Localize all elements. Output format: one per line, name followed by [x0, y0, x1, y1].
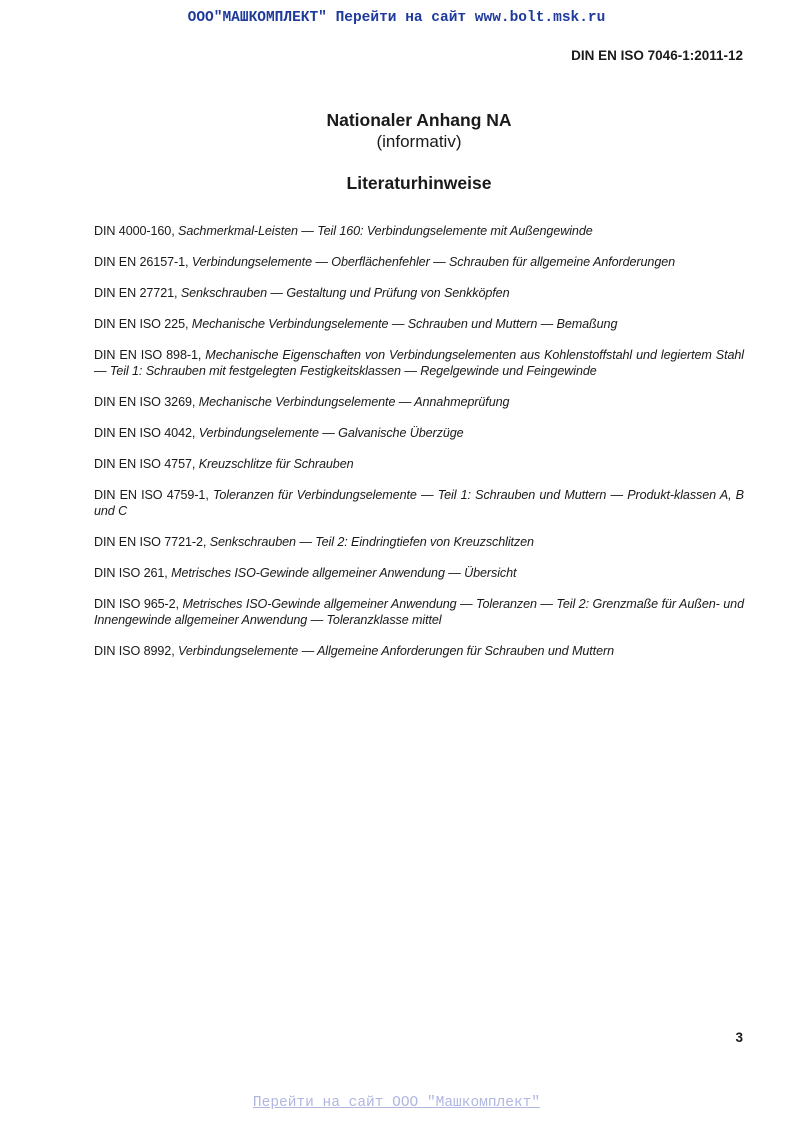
reference-item: [94, 286, 744, 302]
reference-title: Metrisches ISO-Gewinde allgemeiner Anwendung — Übersicht: [171, 565, 517, 580]
reference-title: Senkschrauben — Teil 2: Eindringtiefen von Kreuzschlitzen: [209, 534, 534, 549]
reference-item: [94, 597, 744, 628]
reference-item: [94, 224, 744, 240]
annex-title: Nationaler Anhang NA: [326, 110, 512, 130]
reference-title: Sachmerkmal-Leisten — Teil 160: Verbindungselemente mit Außengewinde: [178, 224, 593, 238]
reference-code: DIN EN ISO 225,: [94, 317, 189, 332]
reference-item: [94, 395, 744, 411]
reference-item: [94, 535, 744, 551]
reference-item: [94, 255, 744, 271]
reference-title: Verbindungselemente — Allgemeine Anforderungen für Schrauben und Muttern: [178, 643, 614, 658]
reference-code: DIN 4000-160,: [94, 224, 175, 238]
reference-title: Mechanische Eigenschaften von Verbindungselementen aus Kohlenstoffstahl und legiertem Stahl — Teil 1: Schrauben mit festgelegten Festigkeitsklassen — Regelgewinde und Feingewinde: [94, 348, 744, 378]
reference-item: [94, 488, 744, 519]
reference-title: Kreuzschlitze für Schrauben: [198, 457, 354, 472]
reference-code: DIN ISO 965-2,: [94, 597, 179, 612]
bottom-site-link[interactable]: Перейти на сайт ООО "Машкомплект": [252, 1095, 541, 1111]
reference-code: DIN EN ISO 4759-1,: [94, 488, 209, 503]
reference-list: [94, 224, 744, 675]
reference-code: DIN EN ISO 4042,: [94, 426, 196, 441]
reference-item: [94, 348, 744, 379]
reference-code: DIN EN 27721,: [94, 286, 178, 301]
reference-item: [94, 644, 744, 660]
reference-code: DIN ISO 8992,: [94, 643, 175, 658]
reference-title: Senkschrauben — Gestaltung und Prüfung von Senkköpfen: [180, 286, 510, 301]
reference-title: Toleranzen für Verbindungselemente — Teil 1: Schrauben und Muttern — Produkt-klassen A, B und C: [94, 488, 744, 518]
reference-code: DIN EN ISO 7721-2,: [94, 534, 207, 549]
reference-code: DIN EN ISO 898-1,: [94, 348, 202, 363]
reference-code: DIN ISO 261,: [94, 565, 168, 580]
reference-item: [94, 317, 744, 333]
page-number: 3: [735, 1030, 743, 1045]
document-id: DIN EN ISO 7046-1:2011-12: [571, 48, 743, 63]
reference-code: DIN EN 26157-1,: [94, 255, 189, 270]
section-title: Literaturhinweise: [346, 173, 492, 193]
reference-item: [94, 566, 744, 582]
reference-title: Verbindungselemente — Galvanische Überzüge: [198, 426, 464, 441]
reference-title: Mechanische Verbindungselemente — Schrauben und Muttern — Bemaßung: [191, 317, 618, 332]
reference-item: [94, 426, 744, 442]
reference-title: Metrisches ISO-Gewinde allgemeiner Anwendung — Toleranzen — Teil 2: Grenzmaße für Außen- und Innengewinde allgemeiner Anwendung — Toleranzklasse mittel: [94, 597, 744, 627]
reference-title: Verbindungselemente — Oberflächenfehler — Schrauben für allgemeine Anforderungen: [191, 255, 676, 270]
reference-code: DIN EN ISO 4757,: [94, 457, 196, 472]
annex-subtitle: (informativ): [376, 132, 462, 151]
reference-item: [94, 457, 744, 473]
top-site-link[interactable]: ООО"МАШКОМПЛЕКТ" Перейти на сайт www.bolt.msk.ru: [187, 10, 606, 26]
reference-title: Mechanische Verbindungselemente — Annahmeprüfung: [198, 394, 510, 409]
reference-code: DIN EN ISO 3269,: [94, 394, 196, 409]
